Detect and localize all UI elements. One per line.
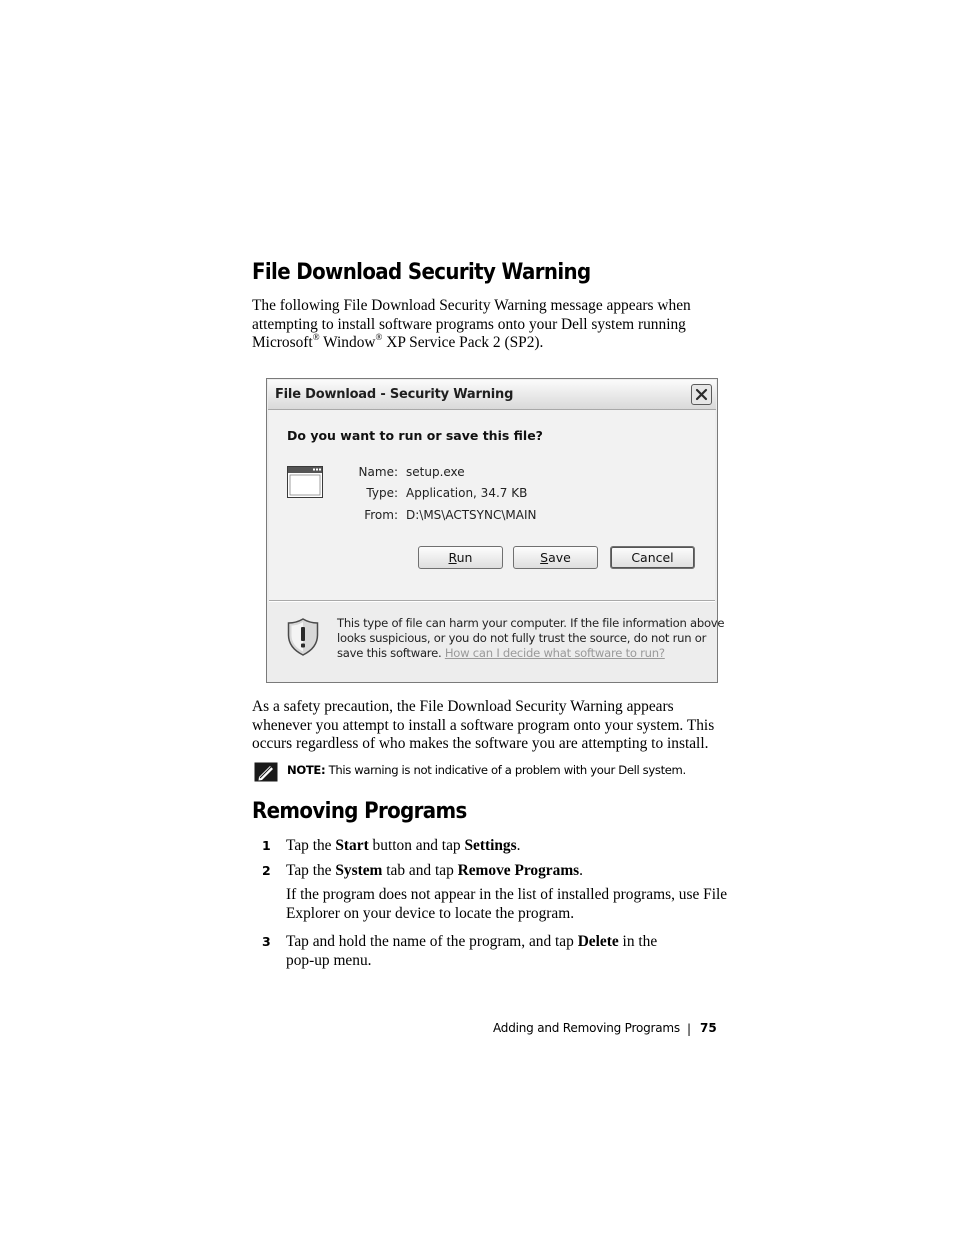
step-text: Tap the Start button and tap Settings. [286,837,521,854]
close-icon [695,388,708,401]
from-label: From: [364,508,398,522]
step-number: 3 [262,934,271,949]
note-pencil-icon [254,762,278,782]
dialog-question: Do you want to run or save this file? [287,428,543,443]
run-button[interactable]: Run [418,546,503,569]
intro-line: The following File Download Security Warning message appears when [252,297,691,314]
dialog-separator [269,600,715,602]
step-text: Tap the System tab and tap Remove Programs. [286,862,583,879]
dialog-title: File Download - Security Warning [275,387,514,402]
intro-line: Microsoft® Window® XP Service Pack 2 (SP2). [252,331,544,351]
step-number: 1 [262,838,271,853]
intro-paragraph [252,297,691,353]
dialog-body [269,410,715,600]
note-text: NOTE: This warning is not indicative of a problem with your Dell system. [287,763,686,777]
footer-divider: | [687,1022,692,1036]
intro-line: attempting to install software programs onto your Dell system running [252,315,686,333]
application-window-icon [287,466,323,498]
help-link[interactable]: How can I decide what software to run? [444,646,665,660]
security-warning-dialog-screenshot [266,378,725,683]
cancel-button[interactable]: Cancel [610,546,695,569]
step-note: If the program does not appear in the list of installed programs, use File Explorer on your device to locate the program. [286,886,728,922]
dialog-close-button[interactable] [691,384,712,405]
file-source-value: D:\MS\ACTSYNC\MAIN [406,508,537,522]
name-label: Name: [358,465,398,479]
page-number: 75 [700,1021,717,1035]
file-name-value: setup.exe [406,465,465,479]
file-type-value: Application, 34.7 KB [406,486,528,500]
shield-warning-icon [287,618,319,656]
section-heading-removing-programs: Removing Programs [252,799,467,824]
section-heading-file-download: File Download Security Warning [252,260,591,285]
step-text: Tap and hold the name of the program, and tap Delete in the pop-up menu. [286,933,658,969]
footer-section-title: Adding and Removing Programs [493,1021,680,1035]
safety-paragraph: As a safety precaution, the File Download Security Warning appears whenever you attempt to install a software program onto your system. This occurs regardless of who makes the software you are attempting to install. [252,698,715,752]
step-number: 2 [262,863,271,878]
type-label: Type: [366,486,398,500]
dialog-warning-text: This type of file can harm your computer. If the file information above looks suspicious, or you do not fully trust the source, do not run or save this software. How can I decide what software to run? [337,616,725,660]
save-button[interactable]: Save [513,546,598,569]
dialog-titlebar [268,380,716,410]
